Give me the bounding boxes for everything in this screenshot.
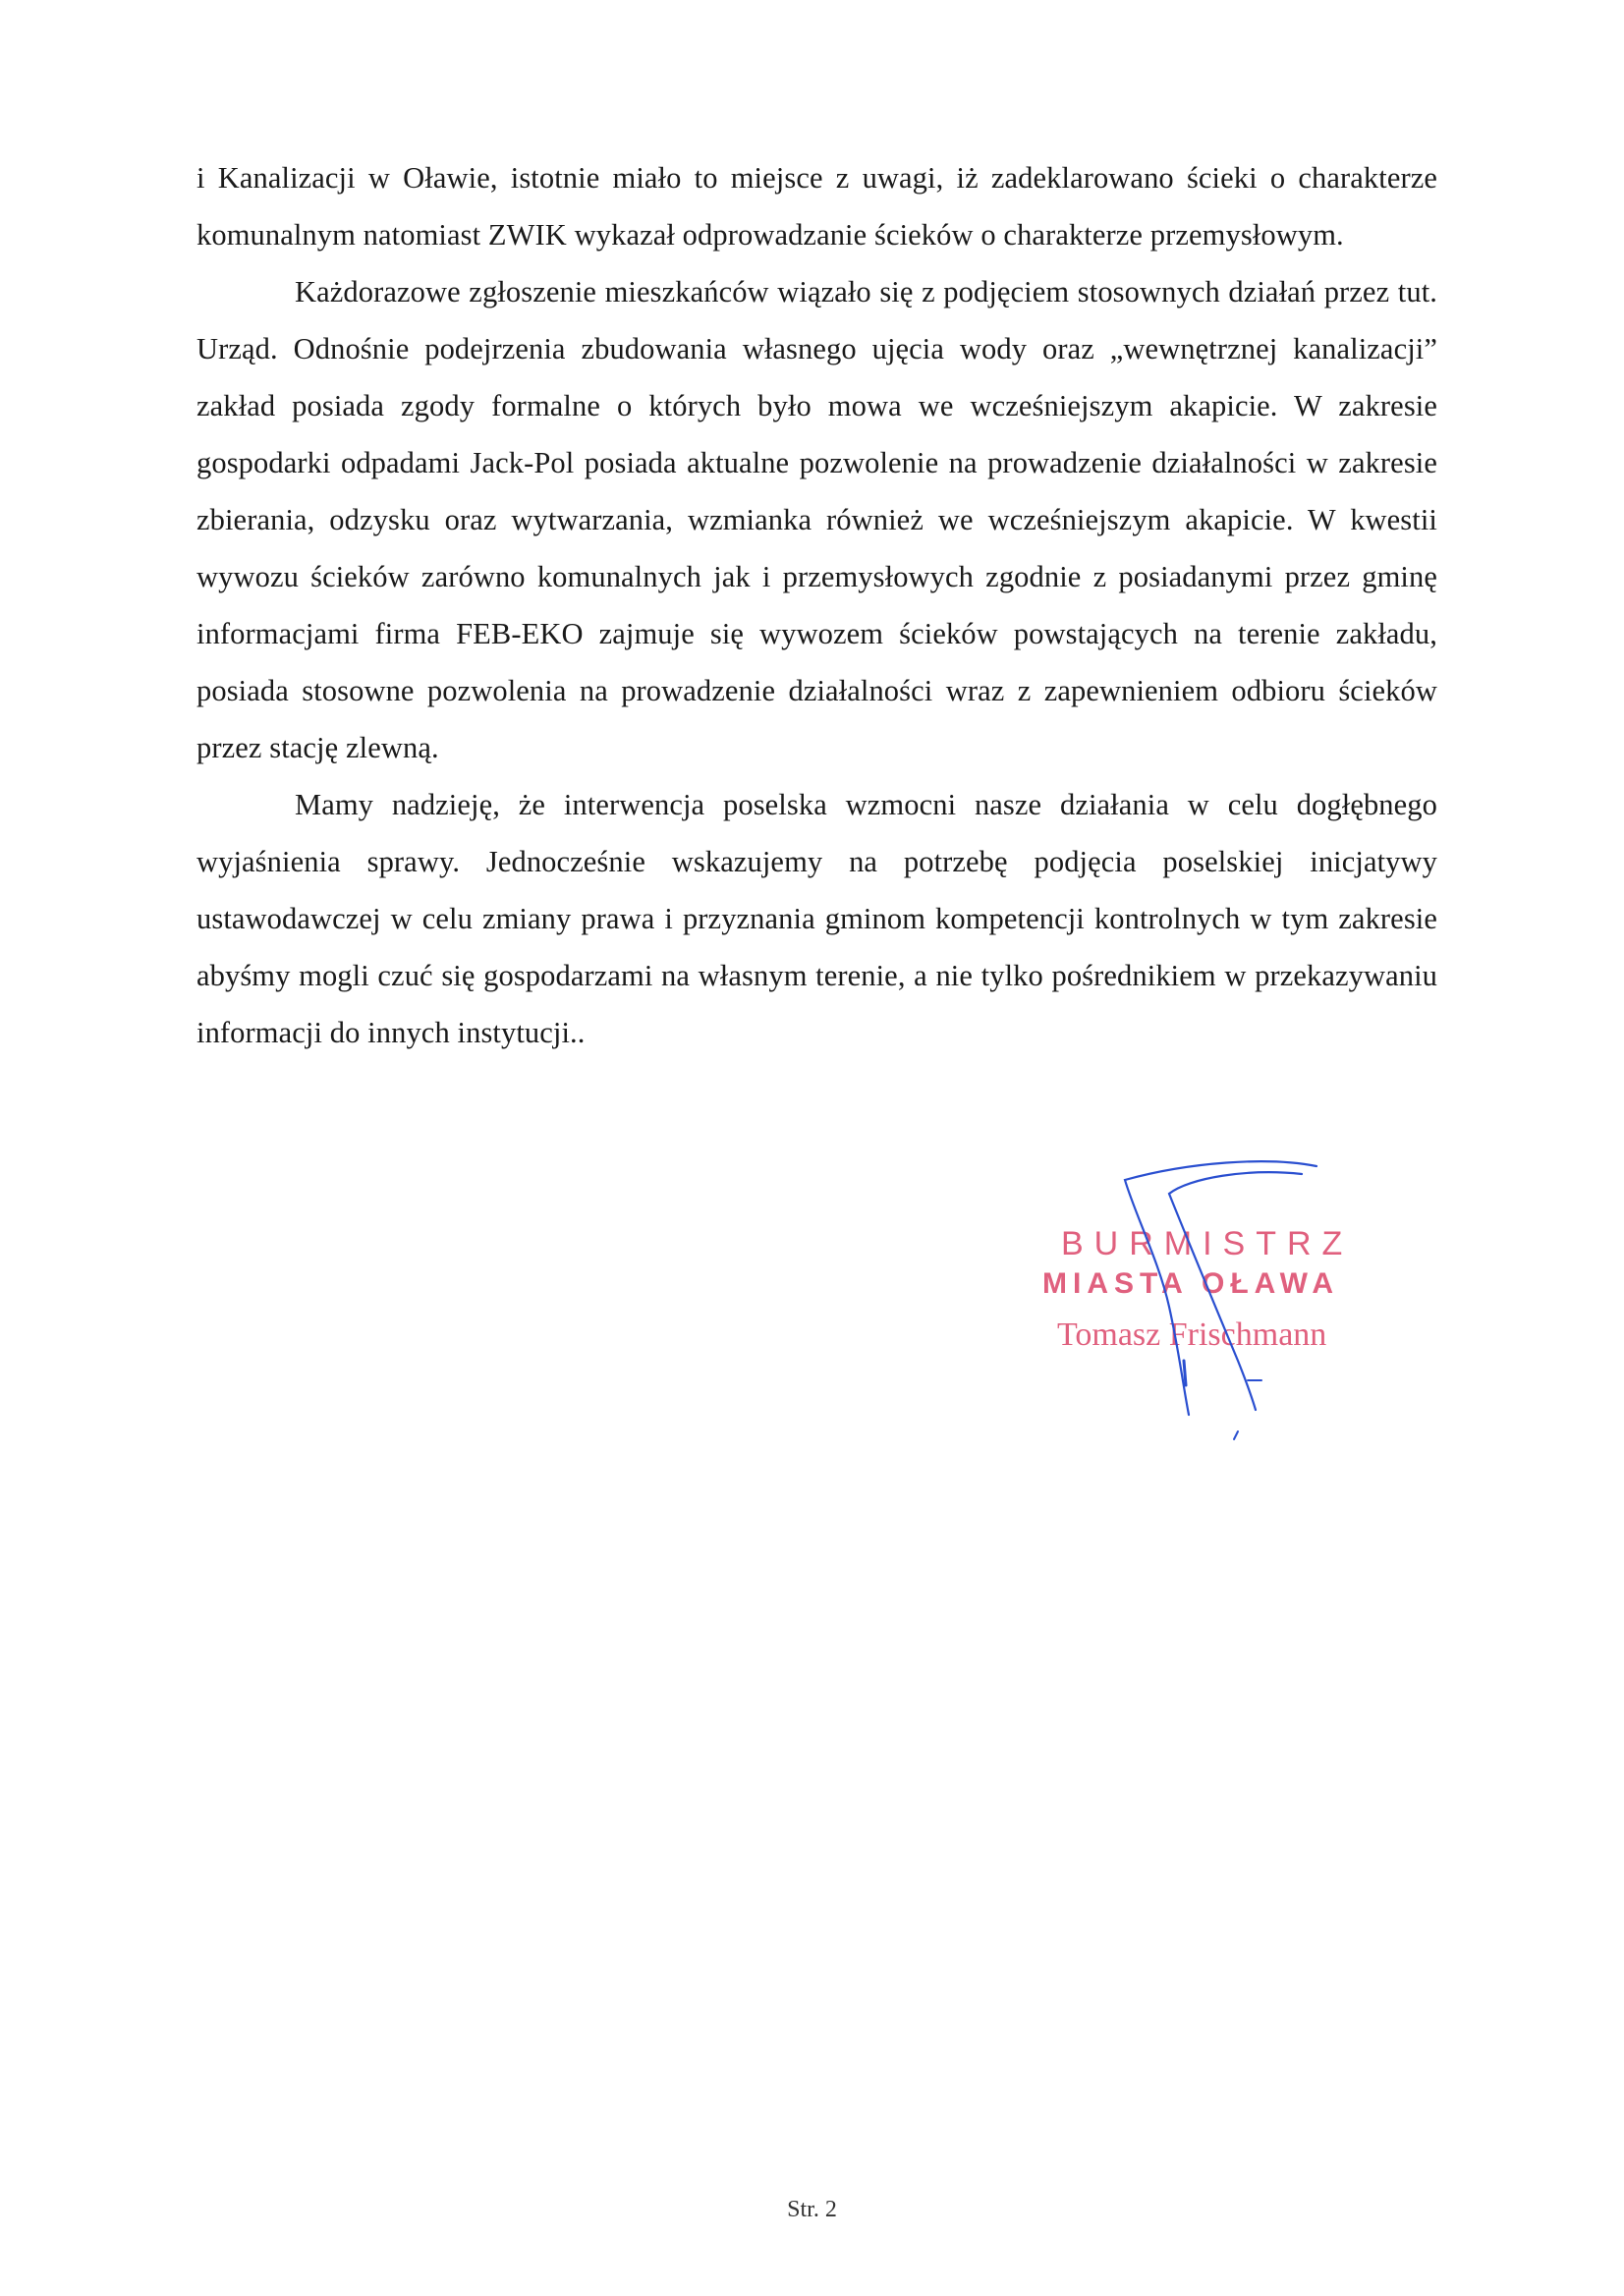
- stamp-office: MIASTA OŁAWA: [1042, 1267, 1339, 1300]
- official-stamp: [1041, 1154, 1375, 1449]
- paragraph-continuation: i Kanalizacji w Oławie, istotnie miało to miejsce z uwagi, iż zadeklarowano ścieki o charakterze komunalnym natomiast ZWIK wykazał odprowadzanie ścieków o charakterze przemysłowym.: [196, 161, 1437, 252]
- page-number: Str. 2: [787, 2197, 837, 2222]
- stamp-name: Tomasz Frischmann: [1057, 1316, 1327, 1353]
- letter-body: [196, 149, 1437, 1061]
- handwritten-signature: [1041, 1154, 1375, 1449]
- paragraph-reports: Każdorazowe zgłoszenie mieszkańców wiązało się z podjęciem stosownych działań przez tut. Urząd. Odnośnie podejrzenia zbudowania własnego ujęcia wody oraz „wewnętrznej kanalizacji” zakład posiada zgody formalne o których było mowa we wcześniejszym akapicie. W zakresie gospodarki odpadami Jack-Pol posiada aktualne pozwolenie na prowadzenie działalności w zakresie zbierania, odzysku oraz wytwarzania, wzmianka również we wcześniejszym akapicie. W kwestii wywozu ścieków zarówno komunalnych jak i przemysłowych zgodnie z posiadanymi przez gminę informacjami firma FEB-EKO zajmuje się wywozem ścieków powstających na terenie zakładu, posiada stosowne pozwolenia na prowadzenie działalności wraz z zapewnieniem odbioru ścieków przez stację zlewną.: [196, 275, 1437, 764]
- stamp-title: BURMISTRZ: [1061, 1225, 1354, 1262]
- paragraph-conclusion: Mamy nadzieję, że interwencja poselska wzmocni nasze działania w celu dogłębnego wyjaśnienia sprawy. Jednocześnie wskazujemy na potrzebę podjęcia poselskiej inicjatywy ustawodawczej w celu zmiany prawa i przyznania gminom kompetencji kontrolnych w tym zakresie abyśmy mogli czuć się gospodarzami na własnym terenie, a nie tylko pośrednikiem w przekazywaniu informacji do innych instytucji..: [196, 788, 1437, 1049]
